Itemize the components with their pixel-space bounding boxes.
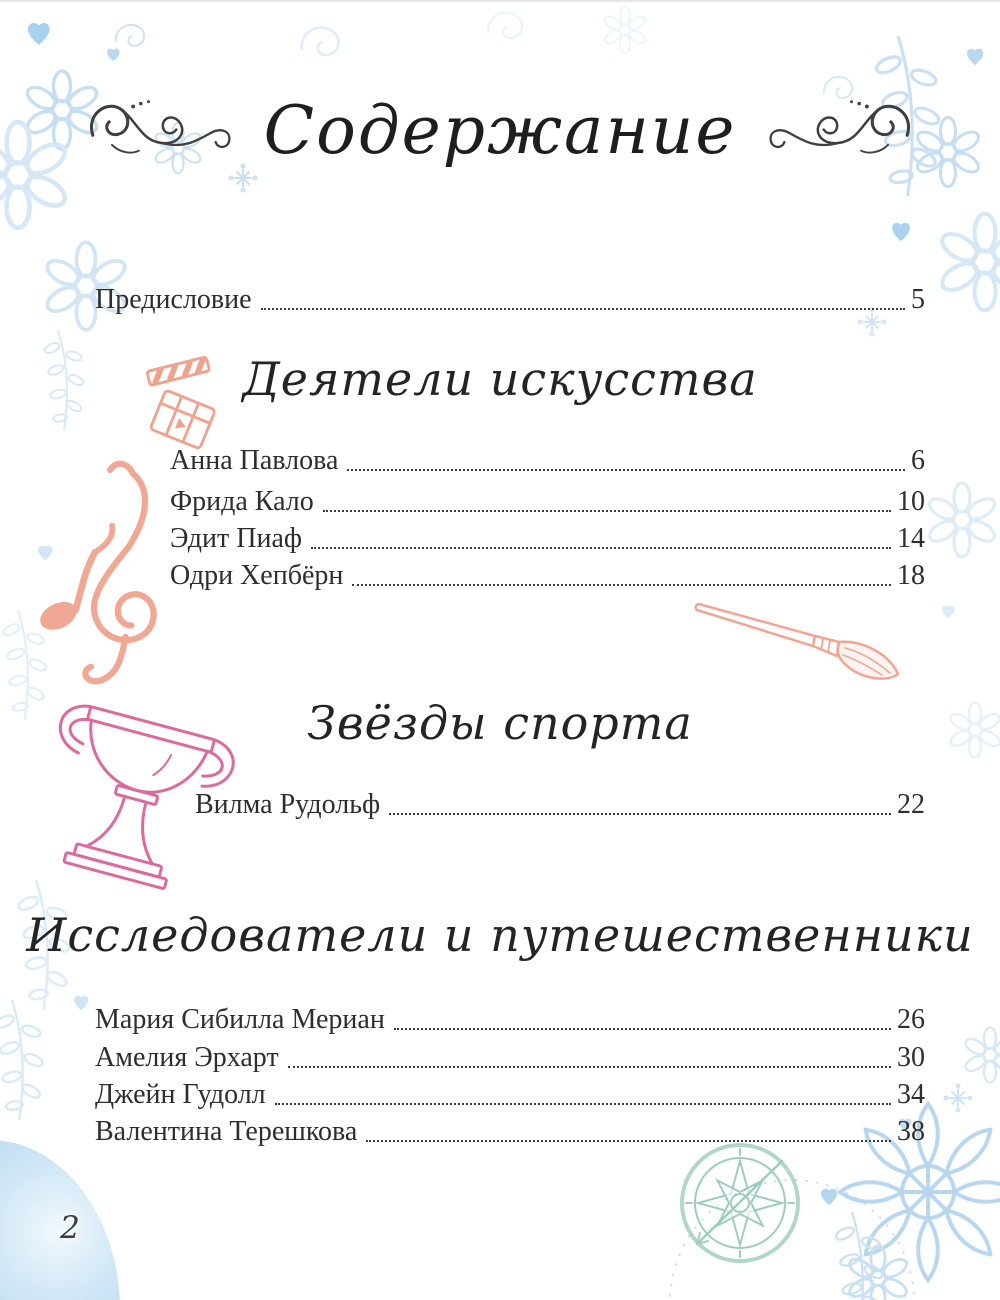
flourish-left-icon xyxy=(82,95,238,167)
toc-entry-page: 14 xyxy=(897,523,925,554)
toc-entry-page: 10 xyxy=(897,486,925,517)
dot-leader xyxy=(288,1066,891,1068)
toc-entry xyxy=(170,444,925,478)
dot-leader xyxy=(394,1028,891,1030)
dot-leader xyxy=(389,813,891,815)
toc-entry-label: Одри Хепбёрн xyxy=(170,560,344,591)
toc-entry xyxy=(170,485,925,519)
page-number: 2 xyxy=(60,1210,80,1246)
section-heading-sport: Звёзды спорта xyxy=(307,696,693,750)
paintbrush-icon xyxy=(693,590,908,690)
dot-leader xyxy=(275,1103,891,1105)
toc-entry-page: 38 xyxy=(897,1116,925,1147)
toc-entry xyxy=(195,788,925,822)
treble-clef-icon xyxy=(25,445,180,685)
toc-entry-label: Анна Павлова xyxy=(170,445,339,476)
toc-entry-label: Амелия Эрхарт xyxy=(95,1042,279,1073)
dot-leader xyxy=(352,584,891,586)
dot-leader xyxy=(311,547,891,549)
compass-icon xyxy=(670,1135,810,1275)
toc-entry-page: 26 xyxy=(897,1004,925,1035)
dot-leader xyxy=(261,308,905,310)
toc-entry-label: Предисловие xyxy=(95,284,252,315)
toc-entry xyxy=(170,522,925,556)
dot-leader xyxy=(366,1140,891,1142)
toc-entry-label: Джейн Гудолл xyxy=(95,1079,266,1110)
scan-edge-shadow xyxy=(0,0,1000,3)
contents-header xyxy=(0,92,1000,169)
toc-entry-page: 6 xyxy=(911,445,925,476)
toc-entry-page: 5 xyxy=(911,284,925,315)
toc-entry xyxy=(95,1078,925,1112)
toc-entry-label: Фрида Кало xyxy=(170,486,314,517)
toc-entry-label: Валентина Терешкова xyxy=(95,1116,358,1147)
toc-entry xyxy=(95,1115,925,1149)
section-heading-explorers: Исследователи и путешественники xyxy=(26,908,974,962)
section-heading-art: Деятели искусства xyxy=(242,352,758,406)
toc-entry xyxy=(170,559,925,593)
toc-entry-page: 18 xyxy=(897,560,925,591)
dot-leader xyxy=(347,469,905,471)
toc-entry-page: 22 xyxy=(897,789,925,820)
toc-entry-page: 34 xyxy=(897,1079,925,1110)
flourish-right-icon xyxy=(762,95,918,167)
toc-entry-label: Мария Сибилла Мериан xyxy=(95,1004,385,1035)
toc-entry-preface xyxy=(95,283,925,317)
toc-entry-label: Эдит Пиаф xyxy=(170,523,303,554)
toc-entry-label: Вилма Рудольф xyxy=(195,789,381,820)
toc-entry xyxy=(95,1003,925,1037)
dot-leader xyxy=(323,510,891,512)
page-title: Содержание xyxy=(263,92,737,169)
toc-entry xyxy=(95,1041,925,1075)
toc-entry-page: 30 xyxy=(897,1042,925,1073)
